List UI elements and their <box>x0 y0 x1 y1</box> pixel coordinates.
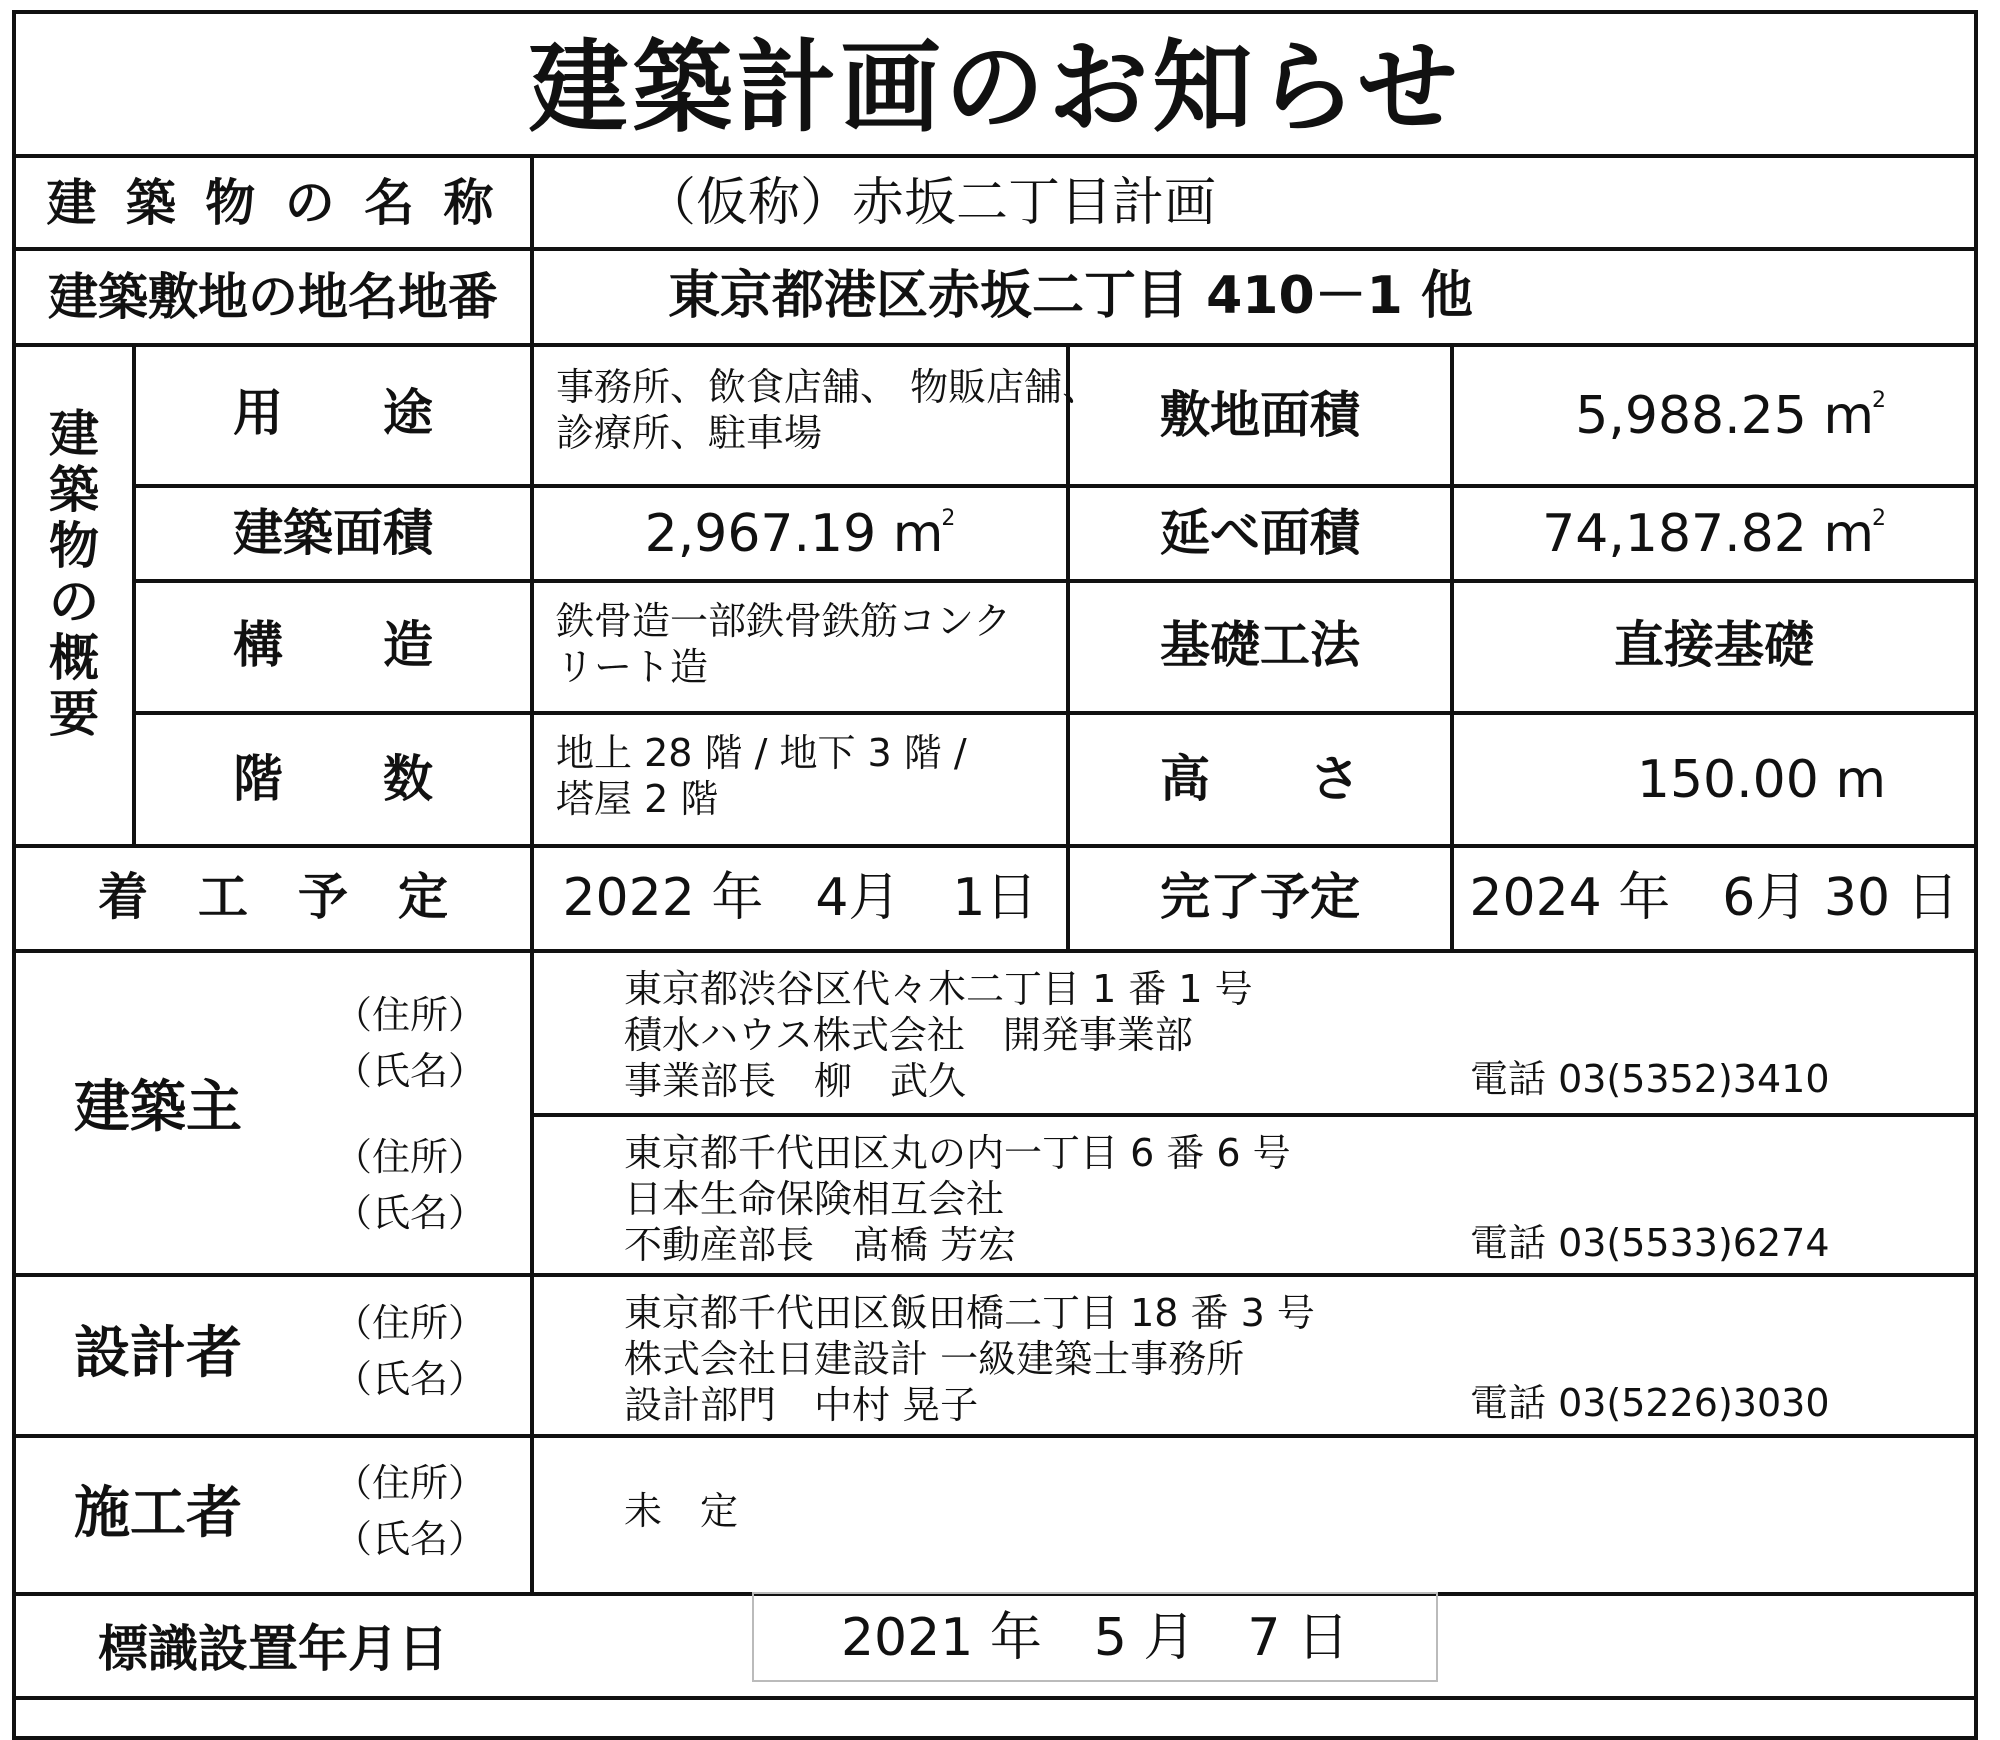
designer-phone: 電話 03(5226)3030 <box>1470 1381 1830 1425</box>
divider <box>530 1113 1974 1117</box>
overview-group-label: 建 築 物 の 概 要 <box>49 405 99 743</box>
floors-value: 地上 28 階 / 地下 3 階 / 塔屋 2 階 <box>556 731 967 821</box>
owner-phone-1: 電話 03(5352)3410 <box>1470 1057 1830 1101</box>
start-value: 2022 年 4月 1日 <box>562 868 1038 928</box>
area-unit-sup: 2 <box>941 506 956 531</box>
use-value: 事務所、飲食店舗、 物販店舗、 診療所、駐車場 <box>556 365 1101 455</box>
structure-value: 鉄骨造一部鉄骨鉄筋コンク リート造 <box>556 599 1012 689</box>
floors-label: 階 数 <box>233 750 433 808</box>
area-unit-sup: 2 <box>1872 506 1886 531</box>
building-area-number: 2,967.19 <box>644 504 877 564</box>
area-unit: m <box>1823 386 1874 446</box>
contractor-name-label: （氏名） <box>334 1517 487 1561</box>
site-area-number: 5,988.25 <box>1575 386 1807 446</box>
divider <box>132 484 1974 488</box>
sign-date-box <box>752 1592 1438 1682</box>
contractor-addr-label: （住所） <box>334 1461 487 1505</box>
owner-addr-label: （住所） <box>334 993 487 1037</box>
area-unit: m <box>1823 504 1874 564</box>
owner-addr-label-2: （住所） <box>334 1135 487 1179</box>
floor-area-label: 延べ面積 <box>1160 504 1360 562</box>
floor-area-number: 74,187.82 <box>1542 504 1807 564</box>
area-unit: m <box>892 504 944 564</box>
start-label: 着 工 予 定 <box>98 868 448 926</box>
floor-area-value <box>1454 504 1886 564</box>
divider <box>132 579 1974 583</box>
designer-label: 設計者 <box>74 1321 242 1386</box>
site-area-value <box>1454 386 1886 446</box>
building-name-value: （仮称）赤坂二丁目計画 <box>644 173 1217 233</box>
height-value: 150.00 m <box>1636 750 1886 810</box>
site-address-label: 建築敷地の地名地番 <box>48 268 498 326</box>
contractor-label: 施工者 <box>74 1481 242 1546</box>
designer-name-label: （氏名） <box>334 1357 487 1401</box>
use-label: 用 途 <box>233 384 433 442</box>
divider <box>16 949 1974 953</box>
end-label: 完了予定 <box>1160 868 1360 926</box>
end-value: 2024 年 6月 30 日 <box>1469 868 1959 928</box>
foundation-value: 直接基礎 <box>1614 616 1814 674</box>
notice-board <box>12 10 1978 1740</box>
owner-entry-1: 東京都渋谷区代々木二丁目 1 番 1 号 積水ハウス株式会社 開発事業部 事業部長 柳 武久 <box>624 967 1253 1103</box>
area-unit-sup: 2 <box>1872 388 1886 413</box>
divider <box>16 1696 1974 1700</box>
site-area-label: 敷地面積 <box>1160 386 1360 444</box>
designer-addr-label: （住所） <box>334 1301 487 1345</box>
site-address-value: 東京都港区赤坂二丁目 410－1 他 <box>668 266 1473 326</box>
divider <box>132 711 1974 715</box>
sign-date-value: 2021 年 5 月 7 日 <box>840 1608 1350 1668</box>
building-area-value <box>534 504 1066 564</box>
owner-phone-2: 電話 03(5533)6274 <box>1470 1221 1830 1265</box>
divider <box>16 154 1974 158</box>
divider <box>16 247 1974 251</box>
sign-date-label: 標識設置年月日 <box>98 1620 448 1678</box>
owner-name-label: （氏名） <box>334 1049 487 1093</box>
contractor-value: 未 定 <box>624 1489 739 1533</box>
owner-label: 建築主 <box>74 1075 242 1140</box>
building-name-label: 建 築 物 の 名 称 <box>46 174 500 232</box>
owner-entry-2: 東京都千代田区丸の内一丁目 6 番 6 号 日本生命保険相互会社 不動産部長 髙橋 芳宏 <box>624 1131 1291 1267</box>
divider <box>16 343 1974 347</box>
designer-text: 東京都千代田区飯田橋二丁目 18 番 3 号 株式会社日建設計 一級建築士事務所 設計部門 中村 晃子 <box>624 1291 1315 1427</box>
height-label: 高 さ <box>1160 750 1360 808</box>
building-area-label: 建築面積 <box>233 504 433 562</box>
owner-name-label-2: （氏名） <box>334 1191 487 1235</box>
structure-label: 構 造 <box>233 616 433 674</box>
divider <box>16 1434 1974 1438</box>
divider <box>16 1273 1974 1277</box>
divider <box>16 844 1974 848</box>
foundation-label: 基礎工法 <box>1160 616 1360 674</box>
page-title: 建築計画のお知らせ <box>528 29 1462 146</box>
